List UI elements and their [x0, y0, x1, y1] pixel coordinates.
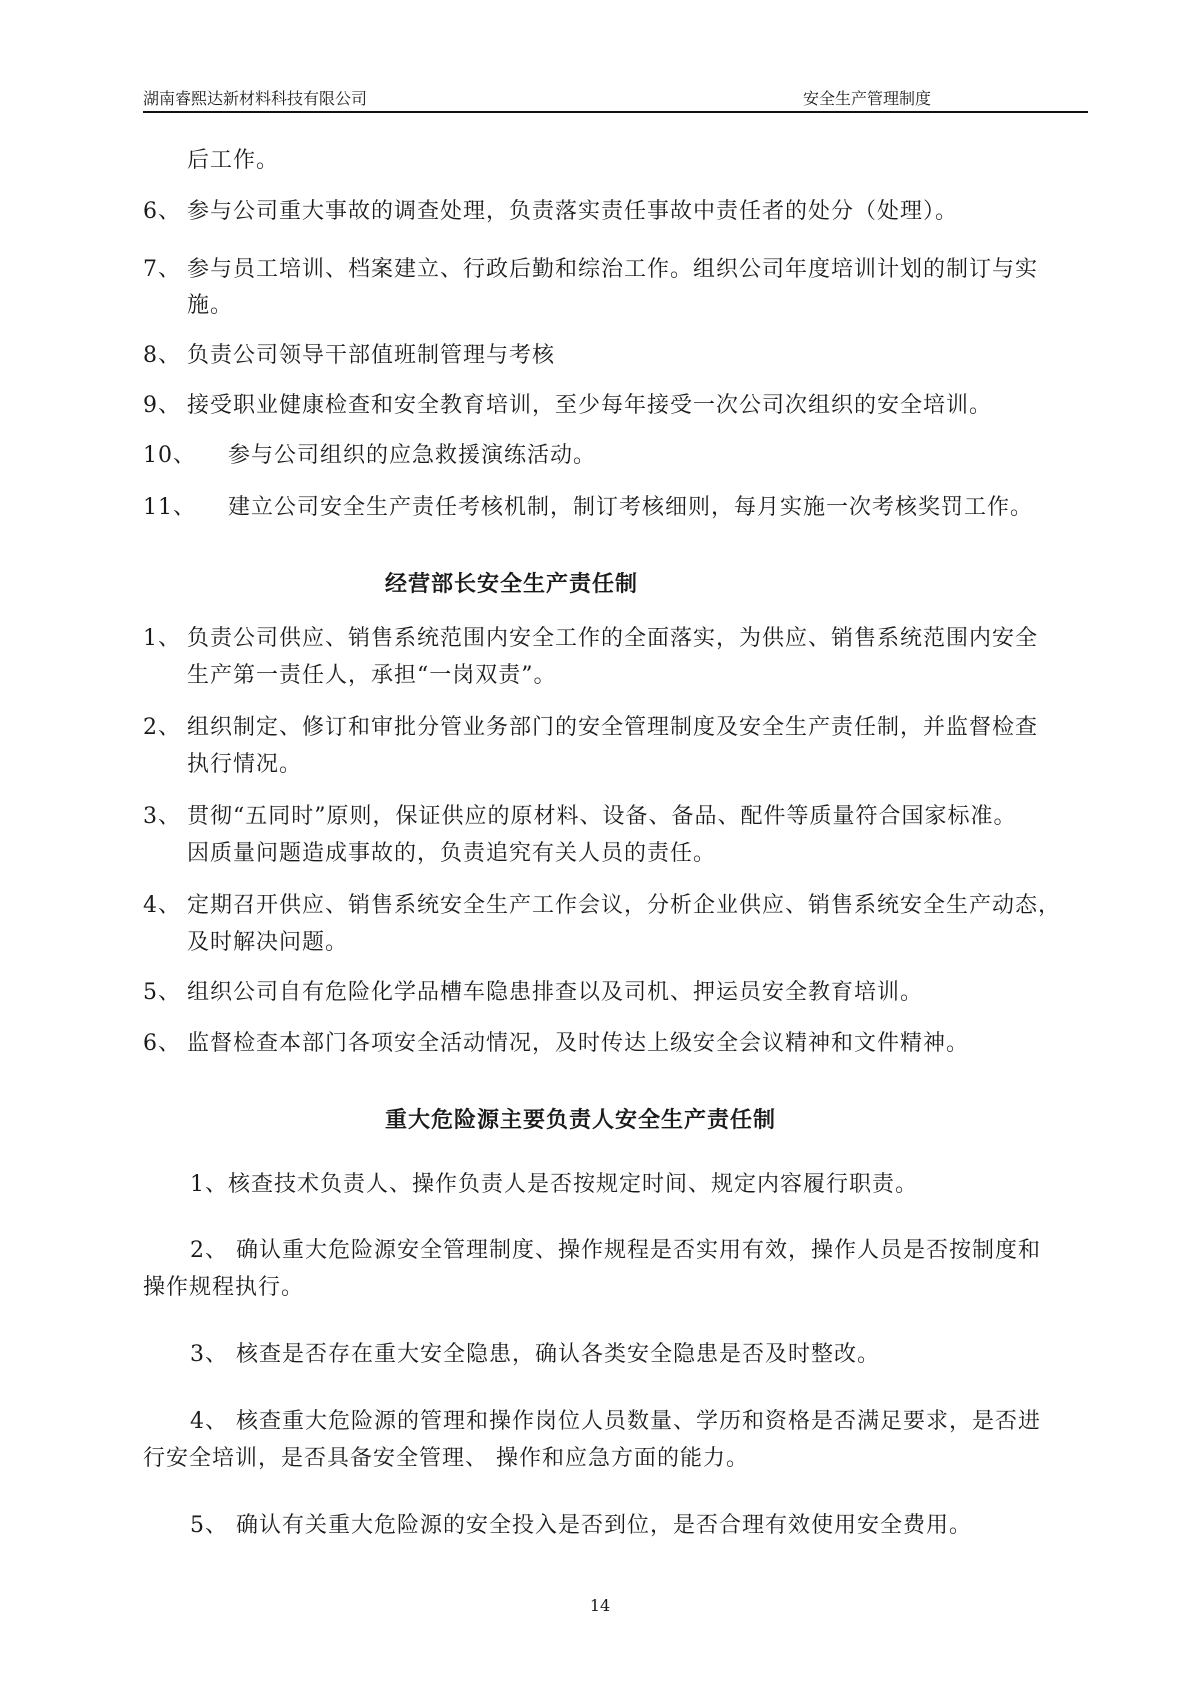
item-text-continued: 及时解决问题。: [187, 930, 349, 955]
section-heading: 重大危险源主要负责人安全生产责任制: [385, 1107, 777, 1133]
item-text: 组织公司自有危险化学品槽车隐患排查以及司机、押运员安全教育培训。: [187, 980, 924, 1005]
item-number: 2、: [143, 715, 181, 740]
header-divider: [143, 111, 1088, 113]
page-number: 14: [589, 1596, 611, 1615]
continuation-text: 后工作。: [187, 148, 280, 173]
item-number: 9、: [143, 393, 181, 418]
list-item: 5、 确认有关重大危险源的安全投入是否到位，是否合理有效使用安全费用。: [190, 1513, 972, 1538]
item-number: 5、: [143, 980, 181, 1005]
page-header: [143, 82, 1088, 112]
item-number: 6、: [143, 199, 181, 224]
item-text: 建立公司安全生产责任考核机制，制订考核细则，每月实施一次考核奖罚工作。: [228, 495, 1034, 520]
list-item: 3、 核查是否存在重大安全隐患，确认各类安全隐患是否及时整改。: [190, 1342, 880, 1367]
list-item: 1、核查技术负责人、操作负责人是否按规定时间、规定内容履行职责。: [190, 1172, 918, 1197]
list-item: 4、 核查重大危险源的管理和操作岗位人员数量、学历和资格是否满足要求，是否进: [190, 1409, 1041, 1434]
item-text-continued: 执行情况。: [187, 752, 303, 777]
item-text-continued: 行安全培训，是否具备安全管理、 操作和应急方面的能力。: [143, 1446, 749, 1471]
header-doc-title: 安全生产管理制度: [803, 89, 932, 108]
item-text: 参与公司重大事故的调查处理，负责落实责任事故中责任者的处分（处理）。: [187, 199, 959, 224]
item-text: 负责公司领导干部值班制管理与考核: [187, 343, 556, 368]
item-number: 7、: [143, 257, 181, 282]
item-number: 3、: [143, 804, 181, 829]
item-text: 监督检查本部门各项安全活动情况，及时传达上级安全会议精神和文件精神。: [187, 1031, 970, 1056]
item-text-continued: 操作规程执行。: [143, 1275, 305, 1300]
item-number: 6、: [143, 1031, 181, 1056]
item-number: 1、: [143, 626, 181, 651]
item-text-continued: 施。: [187, 293, 234, 318]
item-text: 贯彻“五同时”原则，保证供应的原材料、设备、备品、配件等质量符合国家标准。: [187, 804, 1017, 829]
section-heading: 经营部长安全生产责任制: [385, 571, 639, 597]
list-item: 2、 确认重大危险源安全管理制度、操作规程是否实用有效，操作人员是否按制度和: [190, 1238, 1041, 1263]
item-text: 负责公司供应、销售系统范围内安全工作的全面落实，为供应、销售系统范围内安全: [187, 626, 1039, 651]
item-number: 8、: [143, 343, 181, 368]
item-text: 参与员工培训、档案建立、行政后勤和综治工作。组织公司年度培训计划的制订与实: [187, 257, 1039, 282]
item-text: 接受职业健康检查和安全教育培训，至少每年接受一次公司次组织的安全培训。: [187, 393, 993, 418]
item-text-continued: 因质量问题造成事故的，负责追究有关人员的责任。: [187, 841, 717, 866]
item-text-continued: 生产第一责任人，承担“一岗双责”。: [187, 663, 557, 688]
header-company: 湖南睿熙达新材料科技有限公司: [143, 89, 368, 108]
item-number: 10、: [143, 443, 196, 468]
item-number: 4、: [143, 893, 181, 918]
item-text: 参与公司组织的应急救援演练活动。: [228, 443, 597, 468]
item-number: 11、: [143, 495, 196, 520]
item-text: 组织制定、修订和审批分管业务部门的安全管理制度及安全生产责任制，并监督检查: [187, 715, 1039, 740]
item-text: 定期召开供应、销售系统安全生产工作会议，分析企业供应、销售系统安全生产动态，: [187, 893, 1062, 918]
